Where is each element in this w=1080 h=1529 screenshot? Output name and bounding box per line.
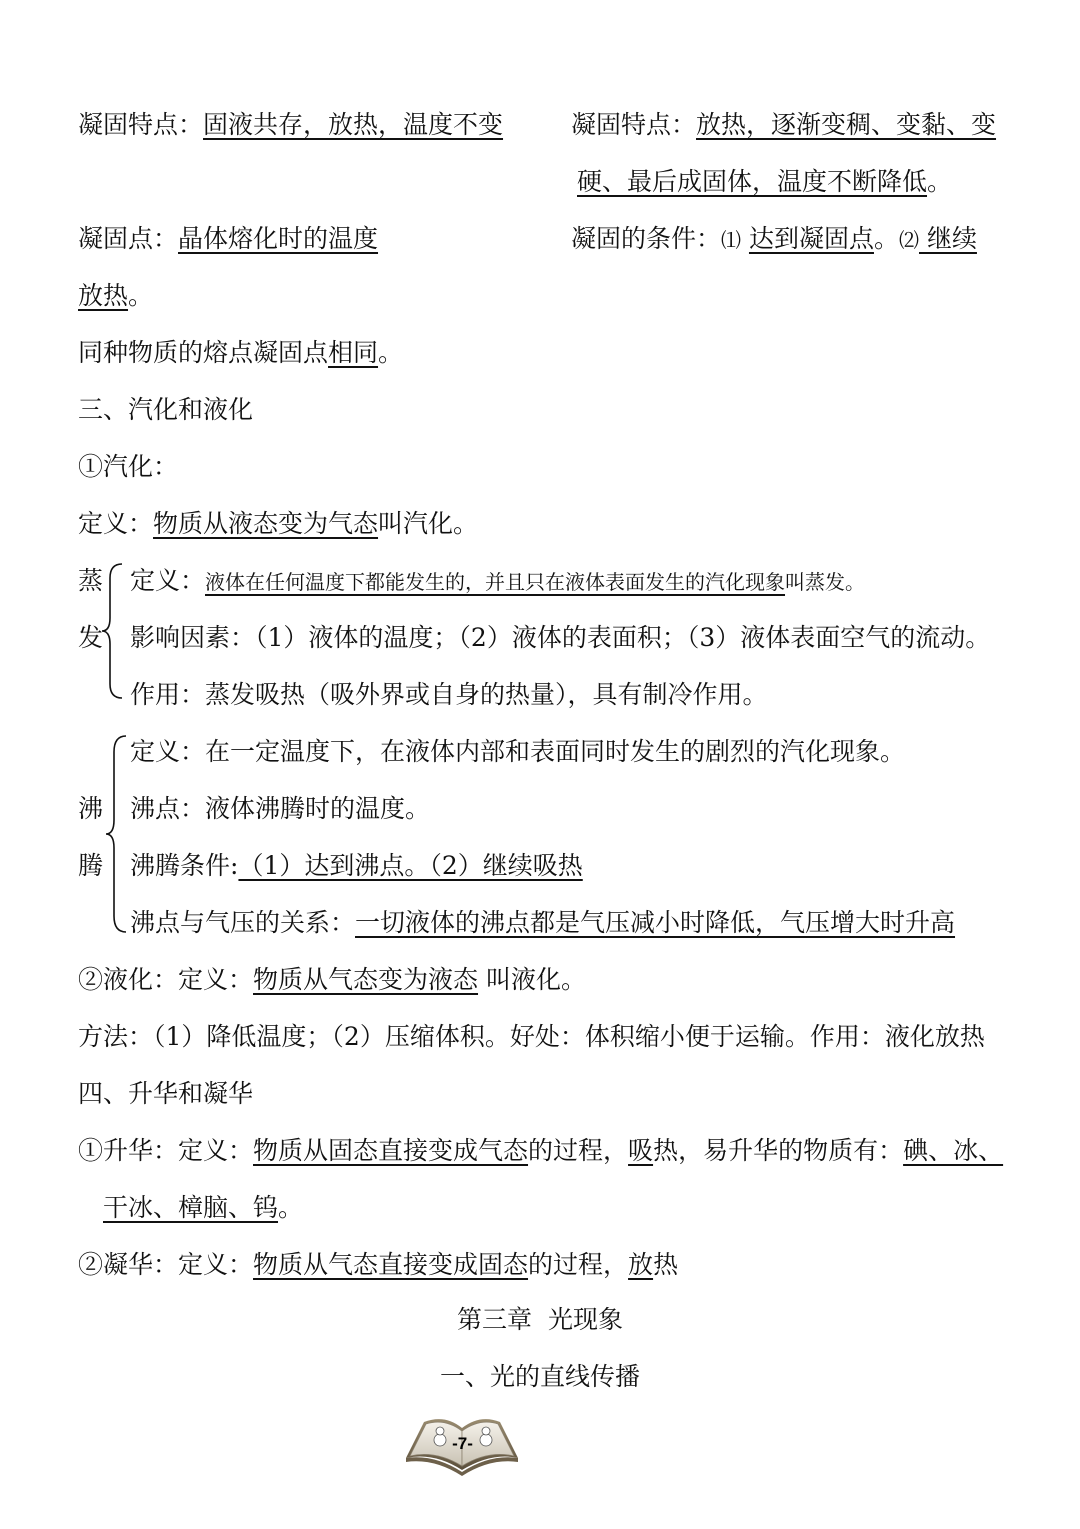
- boiling-pressure-relation: [130, 906, 955, 940]
- underlined-answer: 干冰、樟脑、钨: [103, 1193, 279, 1222]
- amorphous-condition-cont: [78, 279, 153, 313]
- label: 沸腾条件:: [130, 851, 239, 880]
- amorphous-solidify-feature: [571, 108, 996, 142]
- same-point-line: [78, 336, 403, 370]
- label: ②凝华：定义：: [78, 1250, 254, 1279]
- underlined-answer: 固液共存，放热，温度不变: [203, 110, 504, 139]
- punctuation: 。: [128, 281, 154, 310]
- label: 定义：: [78, 509, 154, 538]
- page-footer: [400, 1398, 525, 1498]
- evaporation-definition: [130, 564, 865, 599]
- evaporation-char-1: 蒸: [78, 566, 104, 595]
- label: 凝固特点：: [571, 110, 697, 139]
- label: 凝固点：: [78, 224, 179, 253]
- text: 叫液化。: [478, 965, 586, 994]
- underlined-answer: 物质从液态变为气态: [153, 509, 379, 538]
- section-3-title: 三、汽化和液化: [78, 395, 254, 424]
- underlined-answer: 放热: [78, 281, 129, 310]
- boiling-brace-icon: [104, 734, 130, 934]
- text: 热: [653, 1250, 679, 1279]
- chapter-section-title: 一、光的直线传播: [439, 1362, 640, 1391]
- chapter-title: 第三章 光现象: [457, 1305, 623, 1334]
- text: 的过程，: [528, 1136, 629, 1165]
- label: ①升华：定义：: [78, 1136, 254, 1165]
- boiling-definition: 定义：在一定温度下，在液体内部和表面同时发生的剧烈的汽化现象。: [130, 737, 906, 766]
- boiling-char-1: 沸: [78, 794, 104, 823]
- underlined-answer: 相同: [328, 338, 379, 367]
- text: 的过程，: [528, 1250, 629, 1279]
- underlined-answer: 放热，逐渐变稠、变黏、变: [696, 110, 997, 139]
- sublimation-examples-cont: [103, 1191, 303, 1225]
- punctuation: 。: [927, 167, 953, 196]
- underlined-answer: 吸: [628, 1136, 654, 1165]
- underlined-answer: 物质从气态直接变成固态: [253, 1250, 529, 1279]
- underlined-answer: 放: [628, 1250, 654, 1279]
- label: ②液化：定义：: [78, 965, 254, 994]
- underlined-answer: 继续: [919, 224, 977, 253]
- number-mark: ⑵: [899, 228, 919, 252]
- deposition-definition: [78, 1248, 678, 1282]
- underlined-answer: 液体在任何温度下都能发生的，并且只在液体表面发生的汽化现象: [205, 570, 786, 594]
- vaporization-definition: [78, 507, 478, 541]
- page-number: -7-: [452, 1434, 473, 1453]
- evaporation-char-2: 发: [78, 623, 104, 652]
- sublimation-definition: [78, 1134, 1003, 1168]
- underlined-answer: 一切液体的沸点都是气压减小时降低，气压增大时升高: [355, 908, 956, 937]
- liquefaction-definition: [78, 963, 586, 997]
- label: 凝固特点：: [78, 110, 204, 139]
- underlined-answer: （1）达到沸点。（2）继续吸热: [238, 851, 583, 880]
- label: 沸点与气压的关系：: [130, 908, 356, 937]
- vaporization-heading: ①汽化：: [78, 452, 179, 481]
- label: 凝固的条件：: [571, 224, 722, 253]
- amorphous-condition: [571, 222, 977, 257]
- crystal-solidify-feature: [78, 108, 503, 142]
- underlined-answer: 晶体熔化时的温度: [178, 224, 379, 253]
- evaporation-brace-icon: [100, 562, 126, 700]
- evaporation-factors: 影响因素：（1）液体的温度；（2）液体的表面积；（3）液体表面空气的流动。: [130, 623, 991, 652]
- punctuation: 。: [278, 1193, 304, 1222]
- label: 定义：: [130, 566, 206, 595]
- number-mark: ⑴: [721, 228, 742, 252]
- boiling-char-2: 腾: [78, 851, 104, 880]
- liquefaction-method: 方法：（1）降低温度；（2）压缩体积。好处：体积缩小便于运输。作用：液化放热: [78, 1022, 985, 1051]
- underlined-answer: 物质从固态直接变成气态: [253, 1136, 529, 1165]
- underlined-answer: 物质从气态变为液态: [253, 965, 479, 994]
- underlined-answer: 达到凝固点: [748, 224, 874, 253]
- section-4-title: 四、升华和凝华: [78, 1079, 254, 1108]
- text: 叫蒸发。: [785, 570, 866, 594]
- underlined-answer: 碘、冰、: [903, 1136, 1004, 1165]
- amorphous-solidify-feature-cont: [577, 165, 952, 199]
- boiling-point: 沸点：液体沸腾时的温度。: [130, 794, 431, 823]
- boiling-condition: [130, 849, 583, 883]
- text: 叫汽化。: [378, 509, 479, 538]
- evaporation-effect: 作用：蒸发吸热（吸外界或自身的热量），具有制冷作用。: [130, 680, 768, 709]
- punctuation: 。: [873, 224, 899, 253]
- text: 热，易升华的物质有：: [653, 1136, 904, 1165]
- underlined-answer: 硬、最后成固体，温度不断降低: [577, 167, 928, 196]
- crystal-solidify-point: [78, 222, 378, 256]
- text: 同种物质的熔点凝固点: [78, 338, 329, 367]
- punctuation: 。: [378, 338, 404, 367]
